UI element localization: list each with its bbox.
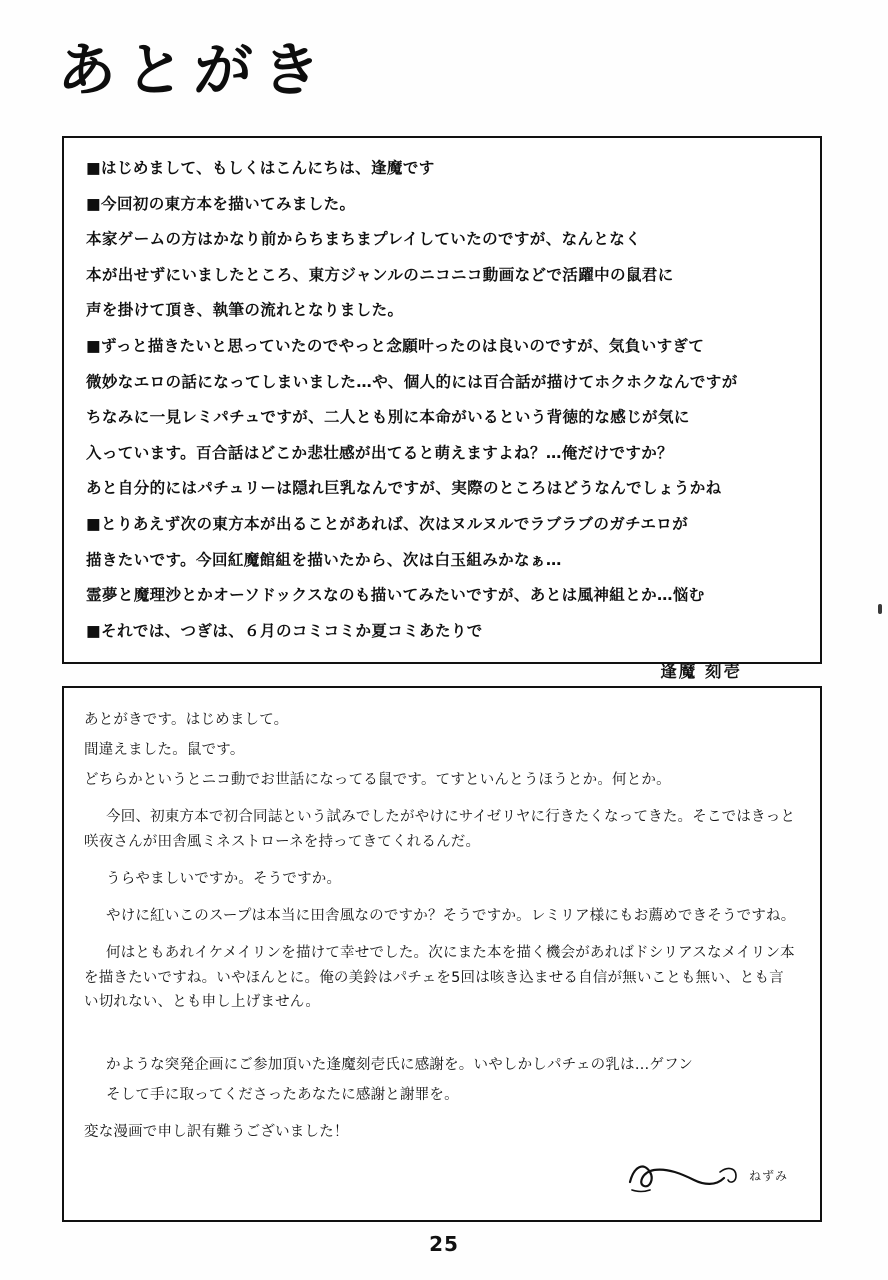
second-afterword-paragraph: うらやましいですか。そうですか。 (106, 870, 342, 887)
afterword-line: 本家ゲームの方はかなり前からちまちまプレイしていたのですが、なんとなく (86, 230, 642, 249)
second-afterword-paragraph: そして手に取ってくださったあなたに感謝と謝罪を。 (106, 1087, 459, 1104)
afterword-line: 声を掛けて頂き、執筆の流れとなりました。 (86, 301, 404, 320)
afterword-line: ■それでは、つぎは、６月のコミコミか夏コミあたりで (86, 621, 483, 640)
handwritten-signature (624, 1152, 794, 1206)
afterword-line: 入っています。百合話はどこか悲壮感が出てると萌えますよね？…俺だけですか？ (86, 443, 674, 462)
afterword-signature: 逢魔 刻壱 (660, 662, 742, 682)
afterword-line: ちなみに一見レミパチュですが、二人とも別に本命がいるという背徳的な感じが気に (86, 408, 690, 427)
afterword-line: 本が出せずにいましたところ、東方ジャンルのニコニコ動画などで活躍中の鼠君に (86, 265, 674, 284)
signature-name: ねずみ (748, 1169, 788, 1183)
afterword-line: 霊夢と魔理沙とかオーソドックスなのも描いてみたいですが、あとは風神組とか…悩む (86, 586, 705, 605)
second-afterword-paragraph: どちらかというとニコ動でお世話になってる鼠です。てすといんとうほうとか。何とか。 (84, 771, 671, 788)
page-title: あとがき (56, 36, 332, 104)
afterword-line: あと自分的にはパチュリーは隠れ巨乳なんですが、実際のところはどうなんでしょうかね (86, 479, 722, 498)
afterword-line: ■今回初の東方本を描いてみました。 (86, 194, 356, 213)
afterword-line: ■はじめまして、もしくはこんにちは、逢魔です (86, 159, 435, 177)
afterword-line: ■ずっと描きたいと思っていたのでやっと念願叶ったのは良いのですが、気負いすぎて (86, 337, 705, 356)
second-afterword-content (64, 688, 820, 1220)
second-afterword-paragraph: 何はともあれイケメイリンを描けて幸せでした。次にまた本を描く機会があればドシリアスなメイリン本を描きたいですね。いやほんとに。俺の美鈴はパチェを5回は咳き込ませる自信が無いことも無い、とも言い切れない、とも申し上げません。 (84, 944, 795, 1011)
afterword-line: 描きたいです。今回紅魔館組を描いたから、次は白玉組みかなぁ… (86, 550, 562, 569)
second-afterword-paragraph: あとがきです。はじめまして。 (84, 712, 289, 728)
afterword-box (62, 136, 822, 682)
edge-mark (878, 604, 882, 614)
second-afterword-paragraph: 今回、初東方本で初合同誌という試みでしたがやけにサイゼリヤに行きたくなってきた。そこではきっと咲夜さんが田舎風ミネストローネを持ってきてくれるんだ。 (84, 808, 796, 850)
second-afterword-paragraph: 変な漫画で申し訳有難うございました！ (84, 1124, 349, 1141)
paragraph-spacer (84, 1027, 798, 1053)
second-afterword-paragraph: かような突発企画にご参加頂いた逢魔刻壱氏に感謝を。いやしかしパチェの乳は…ゲフン (106, 1057, 693, 1074)
page-number: 25 (429, 1232, 459, 1256)
afterword-box-content (64, 138, 820, 692)
second-afterword-box (62, 686, 822, 1222)
second-afterword-paragraph: やけに紅いこのスープは本当に田舎風なのですか？そうですか。レミリア様にもお薦めできそうですね。 (106, 907, 796, 924)
second-afterword-paragraph: 間違えました。鼠です。 (84, 741, 245, 758)
afterword-line: 微妙なエロの話になってしまいました…や、個人的には百合話が描けてホクホクなんですが (86, 372, 738, 391)
afterword-line: ■とりあえず次の東方本が出ることがあれば、次はヌルヌルでラブラブのガチエロが (86, 515, 689, 534)
